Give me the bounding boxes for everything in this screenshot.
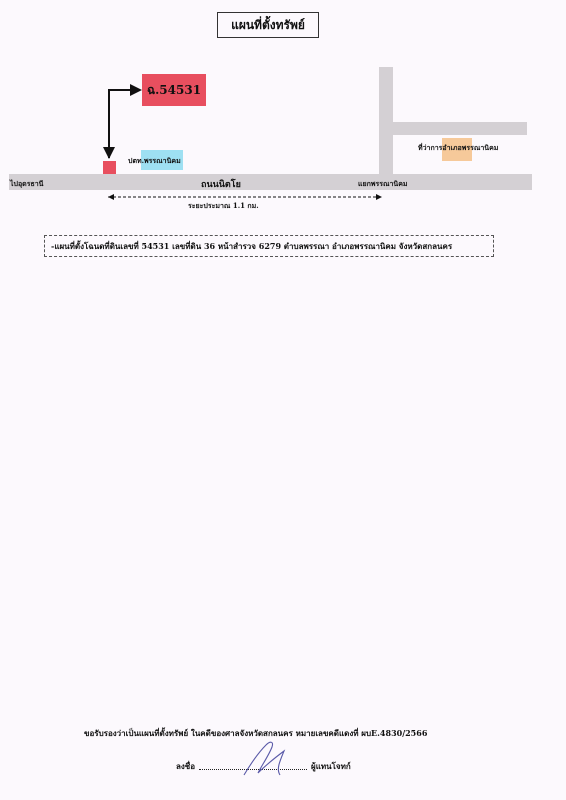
page-title: แผนที่ตั้งทรัพย์ <box>217 12 319 38</box>
certification-text: ขอรับรองว่าเป็นแผนที่ตั้งทรัพย์ ในคดีของศาลจังหวัดสกลนคร หมายเลขคดีแดงที่ ผบE.4830/2566 <box>84 728 428 738</box>
to-udon-label: ไปอุดรธานี <box>10 179 44 188</box>
junction-label: แยกพรรณานิคม <box>358 179 408 188</box>
pdt-label: ปตท.พรรณานิคม <box>128 156 181 165</box>
signer-role: ผู้แทนโจทก์ <box>311 761 351 771</box>
handwritten-signature <box>236 735 296 785</box>
district-office-label: ที่ว่าการอำเภอพรรณานิคม <box>418 143 499 152</box>
road-name-label: ถนนนิตโย <box>201 180 241 190</box>
property-description: -แผนที่ตั้งโฉนดที่ดินเลขที่ 54531 เลขที่ดิน 36 หน้าสำรวจ 6279 ตำบลพรรณา อำเภอพรรณานิคม จังหวัดสกลนคร <box>44 235 494 257</box>
distance-label: ระยะประมาณ 1.1 กม. <box>188 201 259 210</box>
property-marker <box>103 161 116 174</box>
deed-number-box: ฉ.54531 <box>142 74 206 106</box>
sign-label: ลงชื่อ <box>176 761 196 771</box>
location-arrow <box>0 0 566 200</box>
